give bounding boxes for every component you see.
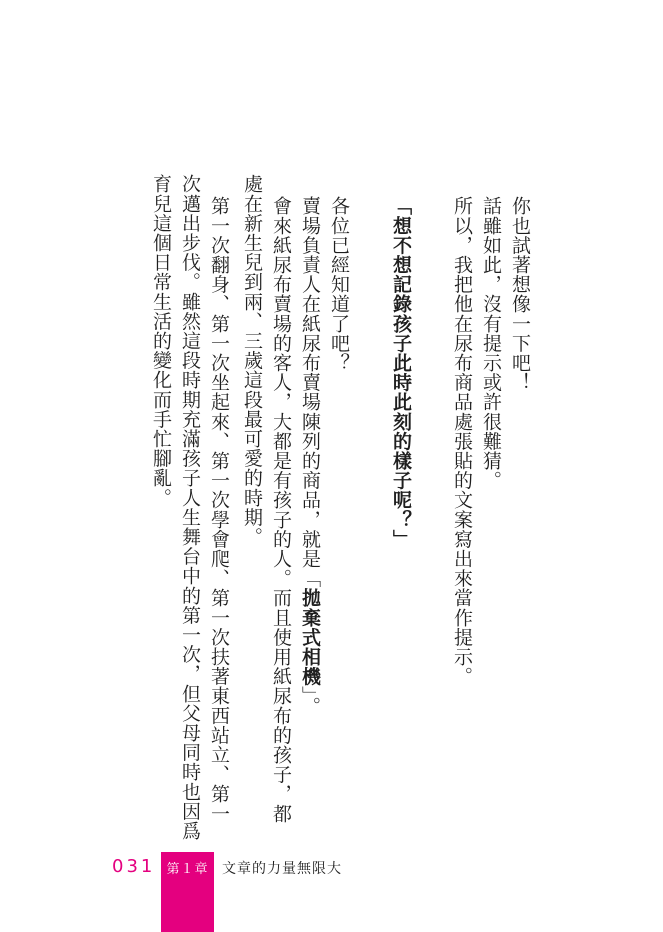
chapter-title: 文章的力量無限大 bbox=[222, 861, 342, 877]
page-number: 031 bbox=[112, 856, 156, 877]
body-line-4: 各位已經知道了吧？ bbox=[328, 196, 350, 373]
chapter-label: 第１章 bbox=[166, 862, 209, 877]
body-line-8: 第一次翻身、第一次坐起來、第一次學會爬、第一次扶著東西站立、第一 bbox=[208, 196, 230, 824]
body-line-5-part-3: 」。 bbox=[299, 686, 321, 716]
body-line-2: 話雖如此，沒有提示或許很難猜。 bbox=[480, 196, 502, 490]
chapter-tab bbox=[161, 852, 214, 932]
highlighted-copy-heading: 「想不想記錄孩子此時此刻的樣子呢？」 bbox=[390, 196, 412, 549]
body-line-9: 次邁出步伐。雖然這段時期充滿孩子人生舞台中的第一次，但父母同時也因爲 bbox=[179, 174, 201, 841]
body-line-3: 所以，我把他在尿布商品處張貼的文案寫出來當作提示。 bbox=[451, 196, 473, 686]
body-line-5-part-1: 賣場負責人在紙尿布賣場陳列的商品，就是「 bbox=[299, 196, 321, 588]
body-line-6: 會來紙尿布賣場的客人，大都是有孩子的人。而且使用紙尿布的孩子，都 bbox=[270, 196, 292, 824]
body-line-10: 育兒這個日常生活的變化而手忙腳亂。 bbox=[150, 174, 172, 508]
body-line-5 bbox=[299, 196, 321, 716]
body-line-1: 你也試著想像一下吧！ bbox=[509, 196, 531, 392]
body-line-7: 處在新生兒到兩、三歲這段最可愛的時期。 bbox=[241, 174, 263, 547]
emphasis-disposable-camera: 拋棄式相機 bbox=[299, 588, 321, 686]
